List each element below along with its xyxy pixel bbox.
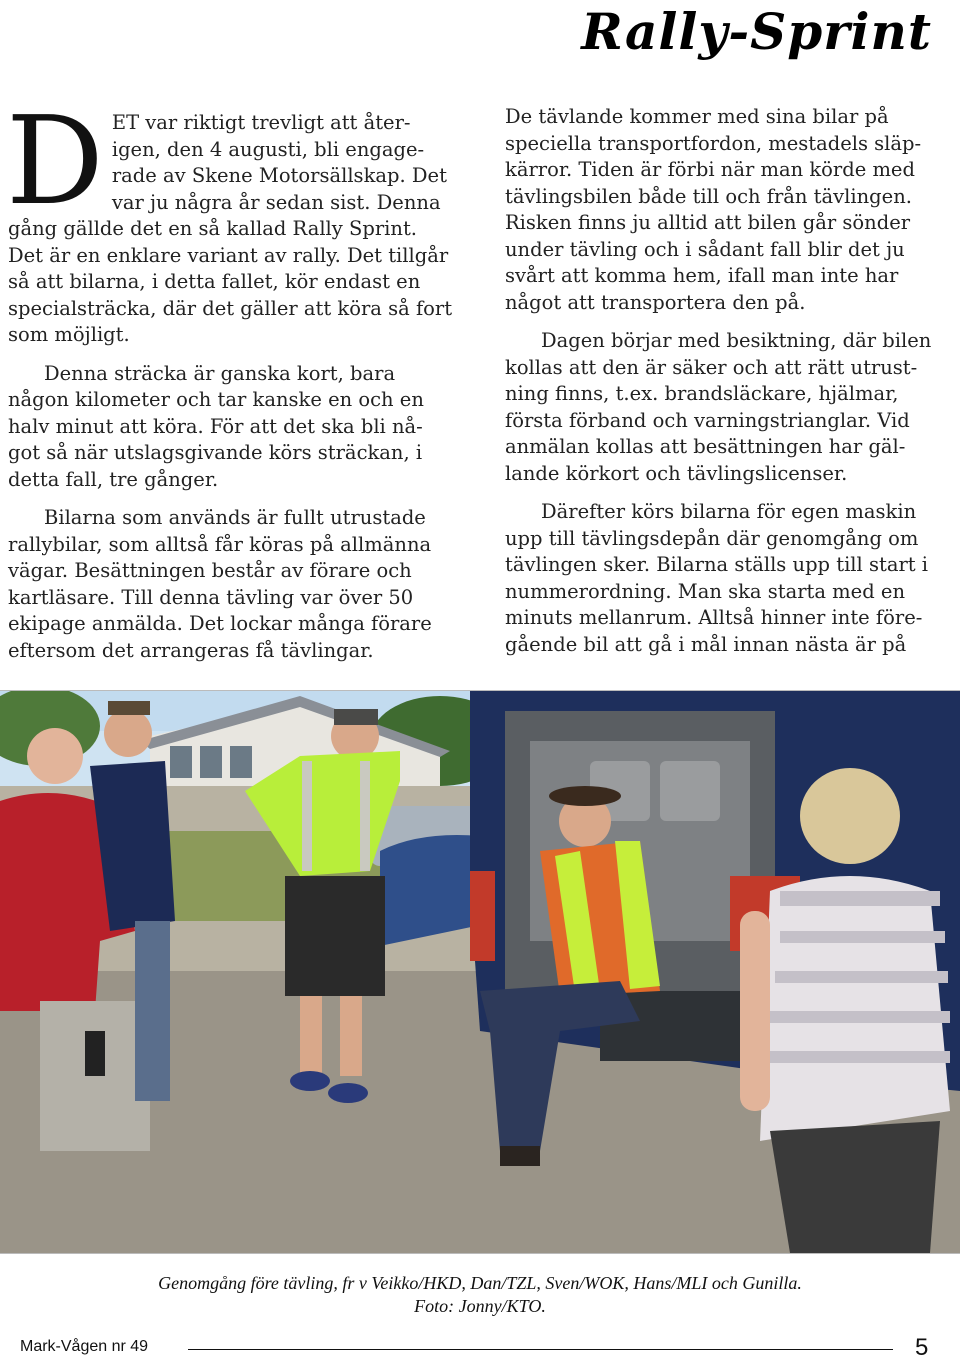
paragraph: De tävlande kommer med sina bilar på speciella transportfordon, mestadels släp- kärror. Tiden är förbi när man körde med tävlingsbilen både till och från tävlingen. Risken finns ju alltid att bilen går sönder under tävling och i sådant fall blir det ju svårt att komma hem, ifall man inte har något att transportera den på. — [505, 105, 922, 314]
photo-caption — [0, 1272, 960, 1318]
paragraph — [6, 90, 458, 349]
article-column-left — [6, 90, 458, 676]
footer-rule — [188, 1349, 893, 1350]
paragraph: Dagen börjar med besiktning, där bilen kollas att den är säker och att rätt utrust- ning finns, t.ex. brandsläckare, hjälmar, första förband och varningstrianglar. Vid anmälan kollas att besättningen har gäl- lande körkort och tävlingslicenser. — [505, 329, 932, 485]
paragraph: Bilarna som används är fullt utrustade rallybilar, som alltså får köras på allmänna vägar. Besättningen består av förare och kartläsare. Till denna tävling var över 50 ekipage anmälda. Det lockar många förare eftersom det arrangeras få tävlingar. — [8, 506, 432, 662]
magazine-issue: Mark-Vågen nr 49 — [20, 1338, 149, 1355]
article-column-right — [505, 104, 950, 670]
photo-credit: Foto: Jonny/KTO. — [414, 1296, 546, 1316]
paragraph: Denna sträcka är ganska kort, bara någon kilometer och tar kanske en och en halv minut att köra. För att det ska bli nå- got så när utslagsgivande körs sträckan, i detta fall, tre gånger. — [8, 361, 424, 491]
page-number: 5 — [915, 1334, 929, 1361]
page-title: Rally-Sprint — [581, 2, 932, 61]
drop-cap: D — [6, 90, 104, 232]
event-photo — [0, 690, 960, 1254]
paragraph: Därefter körs bilarna för egen maskin upp till tävlingsdepån där genomgång om tävlingen sker. Bilarna ställs upp till start i nummerordning. Man ska starta med en minuts mellanrum. Alltså hinner inte före- gående bil att gå i mål innan nästa är på — [505, 500, 929, 656]
paragraph-text: ET var riktigt trevligt att åter- igen, den 4 augusti, bli engage- rade av Skene Motorsällskap. Det var ju några år sedan sist. Denna gång gällde det en så kallad Rally Sprint. Det är en enklare variant av rally. Det tillgår så att bilarna, i detta fallet, kör endast en specialsträcka, där det gäller att köra så fort som möjligt. — [8, 111, 453, 346]
caption-line: Genomgång före tävling, fr v Veikko/HKD, Dan/TZL, Sven/WOK, Hans/MLI och Gunilla. — [158, 1273, 802, 1293]
